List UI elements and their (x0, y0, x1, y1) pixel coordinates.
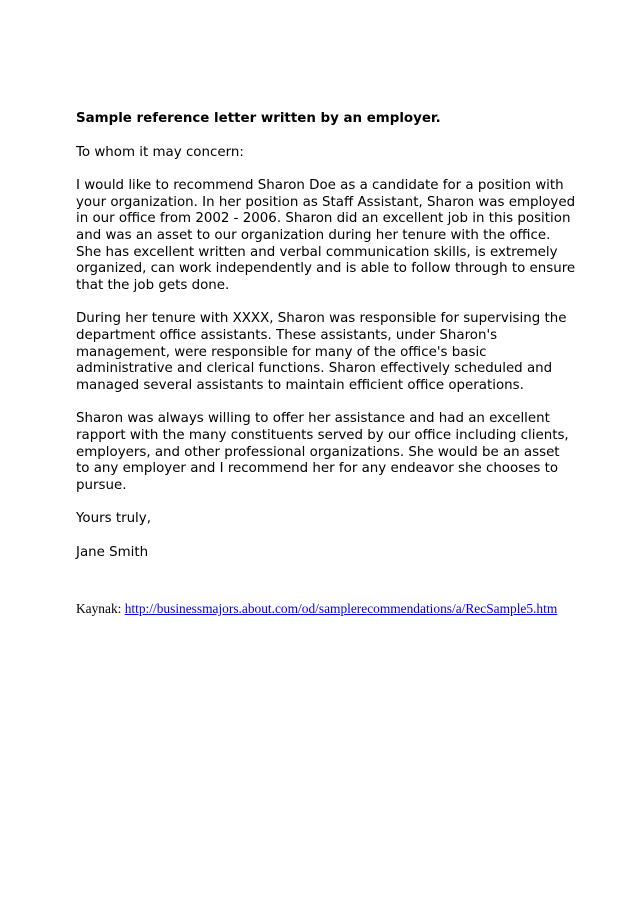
source-label: Kaynak: (76, 601, 125, 616)
source-link[interactable]: http://businessmajors.about.com/od/samplerecommendations/a/RecSample5.htm (124, 601, 558, 616)
paragraph-1: I would like to recommend Sharon Doe as a candidate for a position with your organization. In her position as Staff Assistant, Sharon was employed in our office from 2002 - 2006. Sharon did an excellent job in this position and was an asset to our organization during her tenure with the office. She has excellent written and verbal communication skills, is extremely organized, can work independently and is able to follow through to ensure that the job gets done. (76, 178, 576, 293)
paragraph-2: During her tenure with XXXX, Sharon was responsible for supervising the department office assistants. These assistants, under Sharon's management, were responsible for many of the office's basic administrative and clerical functions. Sharon effectively scheduled and managed several assistants to maintain efficient office operations. (76, 311, 567, 393)
closing: Yours truly, (76, 511, 151, 527)
source-line (76, 601, 557, 617)
letter-title: Sample reference letter written by an employer. (76, 111, 441, 126)
signature: Jane Smith (76, 544, 149, 560)
salutation: To whom it may concern: (76, 144, 244, 160)
paragraph-3: Sharon was always willing to offer her assistance and had an excellent rapport with the many constituents served by our office including clients, employers, and other professional organizations. She would be an asset to any employer and I recommend her for any endeavor she chooses to pursue. (76, 411, 569, 493)
letter-body (76, 111, 576, 578)
